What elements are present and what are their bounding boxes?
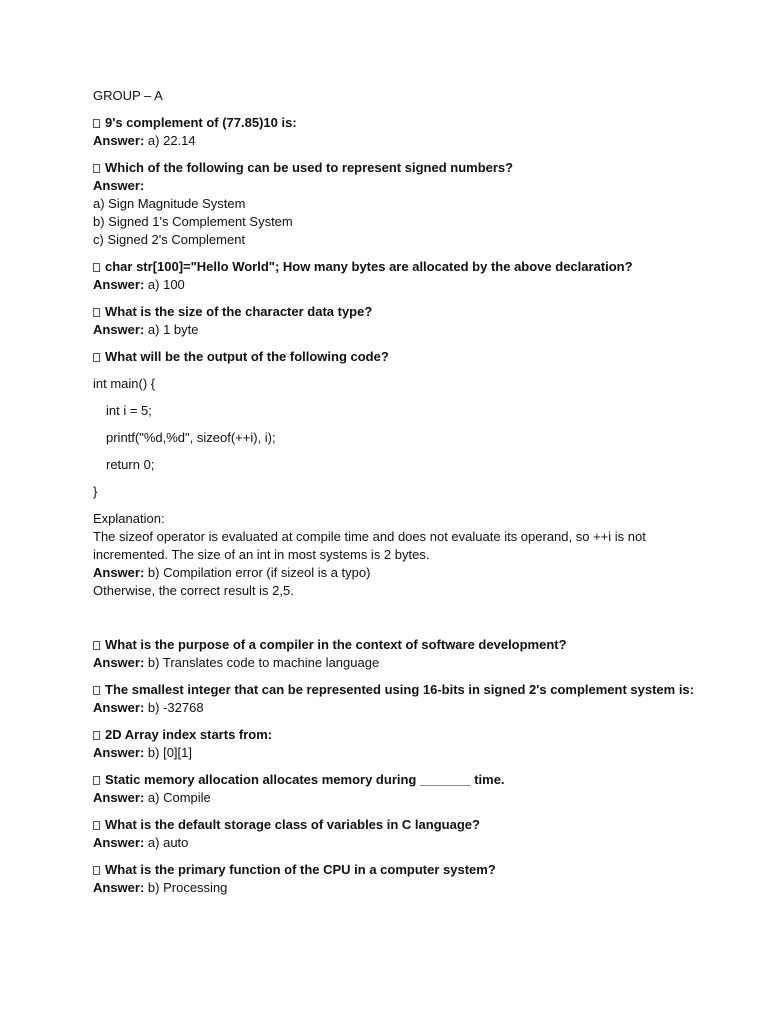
answer-7 (93, 699, 693, 717)
answer-2-option-c: c) Signed 2's Complement (93, 232, 246, 247)
answer-4-text: a) 1 byte (147, 322, 199, 337)
question-10-text: What is the default storage class of variables in C language? (105, 817, 480, 832)
question-9 (93, 771, 693, 789)
answer-10-text: a) auto (147, 835, 189, 850)
question-9-text: Static memory allocation allocates memory during _______ time. (105, 772, 505, 787)
answer-label: Answer: (93, 565, 145, 580)
answer-4 (93, 321, 693, 339)
question-6-text: What is the purpose of a compiler in the context of software development? (105, 637, 567, 652)
answer-10 (93, 834, 693, 852)
question-5-text: What will be the output of the following code? (105, 349, 389, 364)
answer-5-otherwise: Otherwise, the correct result is 2,5. (93, 583, 294, 598)
bullet-icon (93, 731, 100, 740)
answer-label: Answer: (93, 835, 145, 850)
question-6 (93, 636, 693, 654)
code-line-2: int i = 5; (106, 403, 152, 418)
bullet-icon (93, 308, 100, 317)
answer-5-text: b) Compilation error (if sizeol is a typo) (147, 565, 371, 580)
question-8 (93, 726, 693, 744)
answer-label: Answer: (93, 133, 145, 148)
answer-5 (93, 564, 693, 582)
question-1-text: 9's complement of (77.85)10 is: (105, 115, 297, 130)
answer-label: Answer: (93, 745, 145, 760)
explanation-text: The sizeof operator is evaluated at compile time and does not evaluate its operand, so ++i is not incremented. The size of an int in most systems is 2 bytes. (93, 529, 646, 562)
question-7 (93, 681, 693, 699)
question-2-text: Which of the following can be used to represent signed numbers? (105, 160, 514, 175)
bullet-icon (93, 119, 100, 128)
answer-1 (93, 132, 693, 150)
answer-label: Answer: (93, 322, 145, 337)
bullet-icon (93, 641, 100, 650)
answer-3 (93, 276, 693, 294)
answer-6-text: b) Translates code to machine language (147, 655, 380, 670)
answer-9 (93, 789, 693, 807)
code-line-4: return 0; (106, 457, 155, 472)
question-4 (93, 303, 693, 321)
code-line-1: int main() { (93, 376, 156, 391)
answer-9-text: a) Compile (147, 790, 211, 805)
question-4-text: What is the size of the character data type? (105, 304, 373, 319)
answer-11 (93, 879, 693, 897)
bullet-icon (93, 263, 100, 272)
answer-11-text: b) Processing (147, 880, 228, 895)
answer-8-text: b) [0][1] (147, 745, 192, 760)
answer-label: Answer: (93, 700, 145, 715)
question-3-text: char str[100]="Hello World"; How many bytes are allocated by the above declaration? (105, 259, 633, 274)
bullet-icon (93, 866, 100, 875)
answer-label: Answer: (93, 277, 145, 292)
answer-label: Answer: (93, 880, 145, 895)
bullet-icon (93, 164, 100, 173)
answer-8 (93, 744, 693, 762)
question-1 (93, 114, 693, 132)
question-11 (93, 861, 693, 879)
answer-2-option-a: a) Sign Magnitude System (93, 196, 246, 211)
answer-label: Answer: (93, 655, 145, 670)
question-11-text: What is the primary function of the CPU in a computer system? (105, 862, 496, 877)
bullet-icon (93, 776, 100, 785)
question-10 (93, 816, 693, 834)
answer-2-option-b: b) Signed 1's Complement System (93, 214, 293, 229)
answer-6 (93, 654, 693, 672)
bullet-icon (93, 821, 100, 830)
bullet-icon (93, 353, 100, 362)
group-heading: GROUP – A (93, 88, 163, 103)
question-2 (93, 159, 693, 177)
question-8-text: 2D Array index starts from: (105, 727, 273, 742)
code-line-3: printf("%d,%d", sizeof(++i), i); (106, 430, 276, 445)
answer-1-text: a) 22.14 (147, 133, 196, 148)
document-page (93, 87, 693, 897)
bullet-icon (93, 686, 100, 695)
question-7-text: The smallest integer that can be represented using 16-bits in signed 2's complement system is: (105, 682, 694, 697)
question-3 (93, 258, 693, 276)
answer-2-label: Answer: (93, 178, 145, 193)
answer-label: Answer: (93, 790, 145, 805)
answer-3-text: a) 100 (147, 277, 185, 292)
code-line-5: } (93, 484, 98, 499)
answer-7-text: b) -32768 (147, 700, 204, 715)
explanation-label: Explanation: (93, 511, 165, 526)
question-5 (93, 348, 693, 366)
